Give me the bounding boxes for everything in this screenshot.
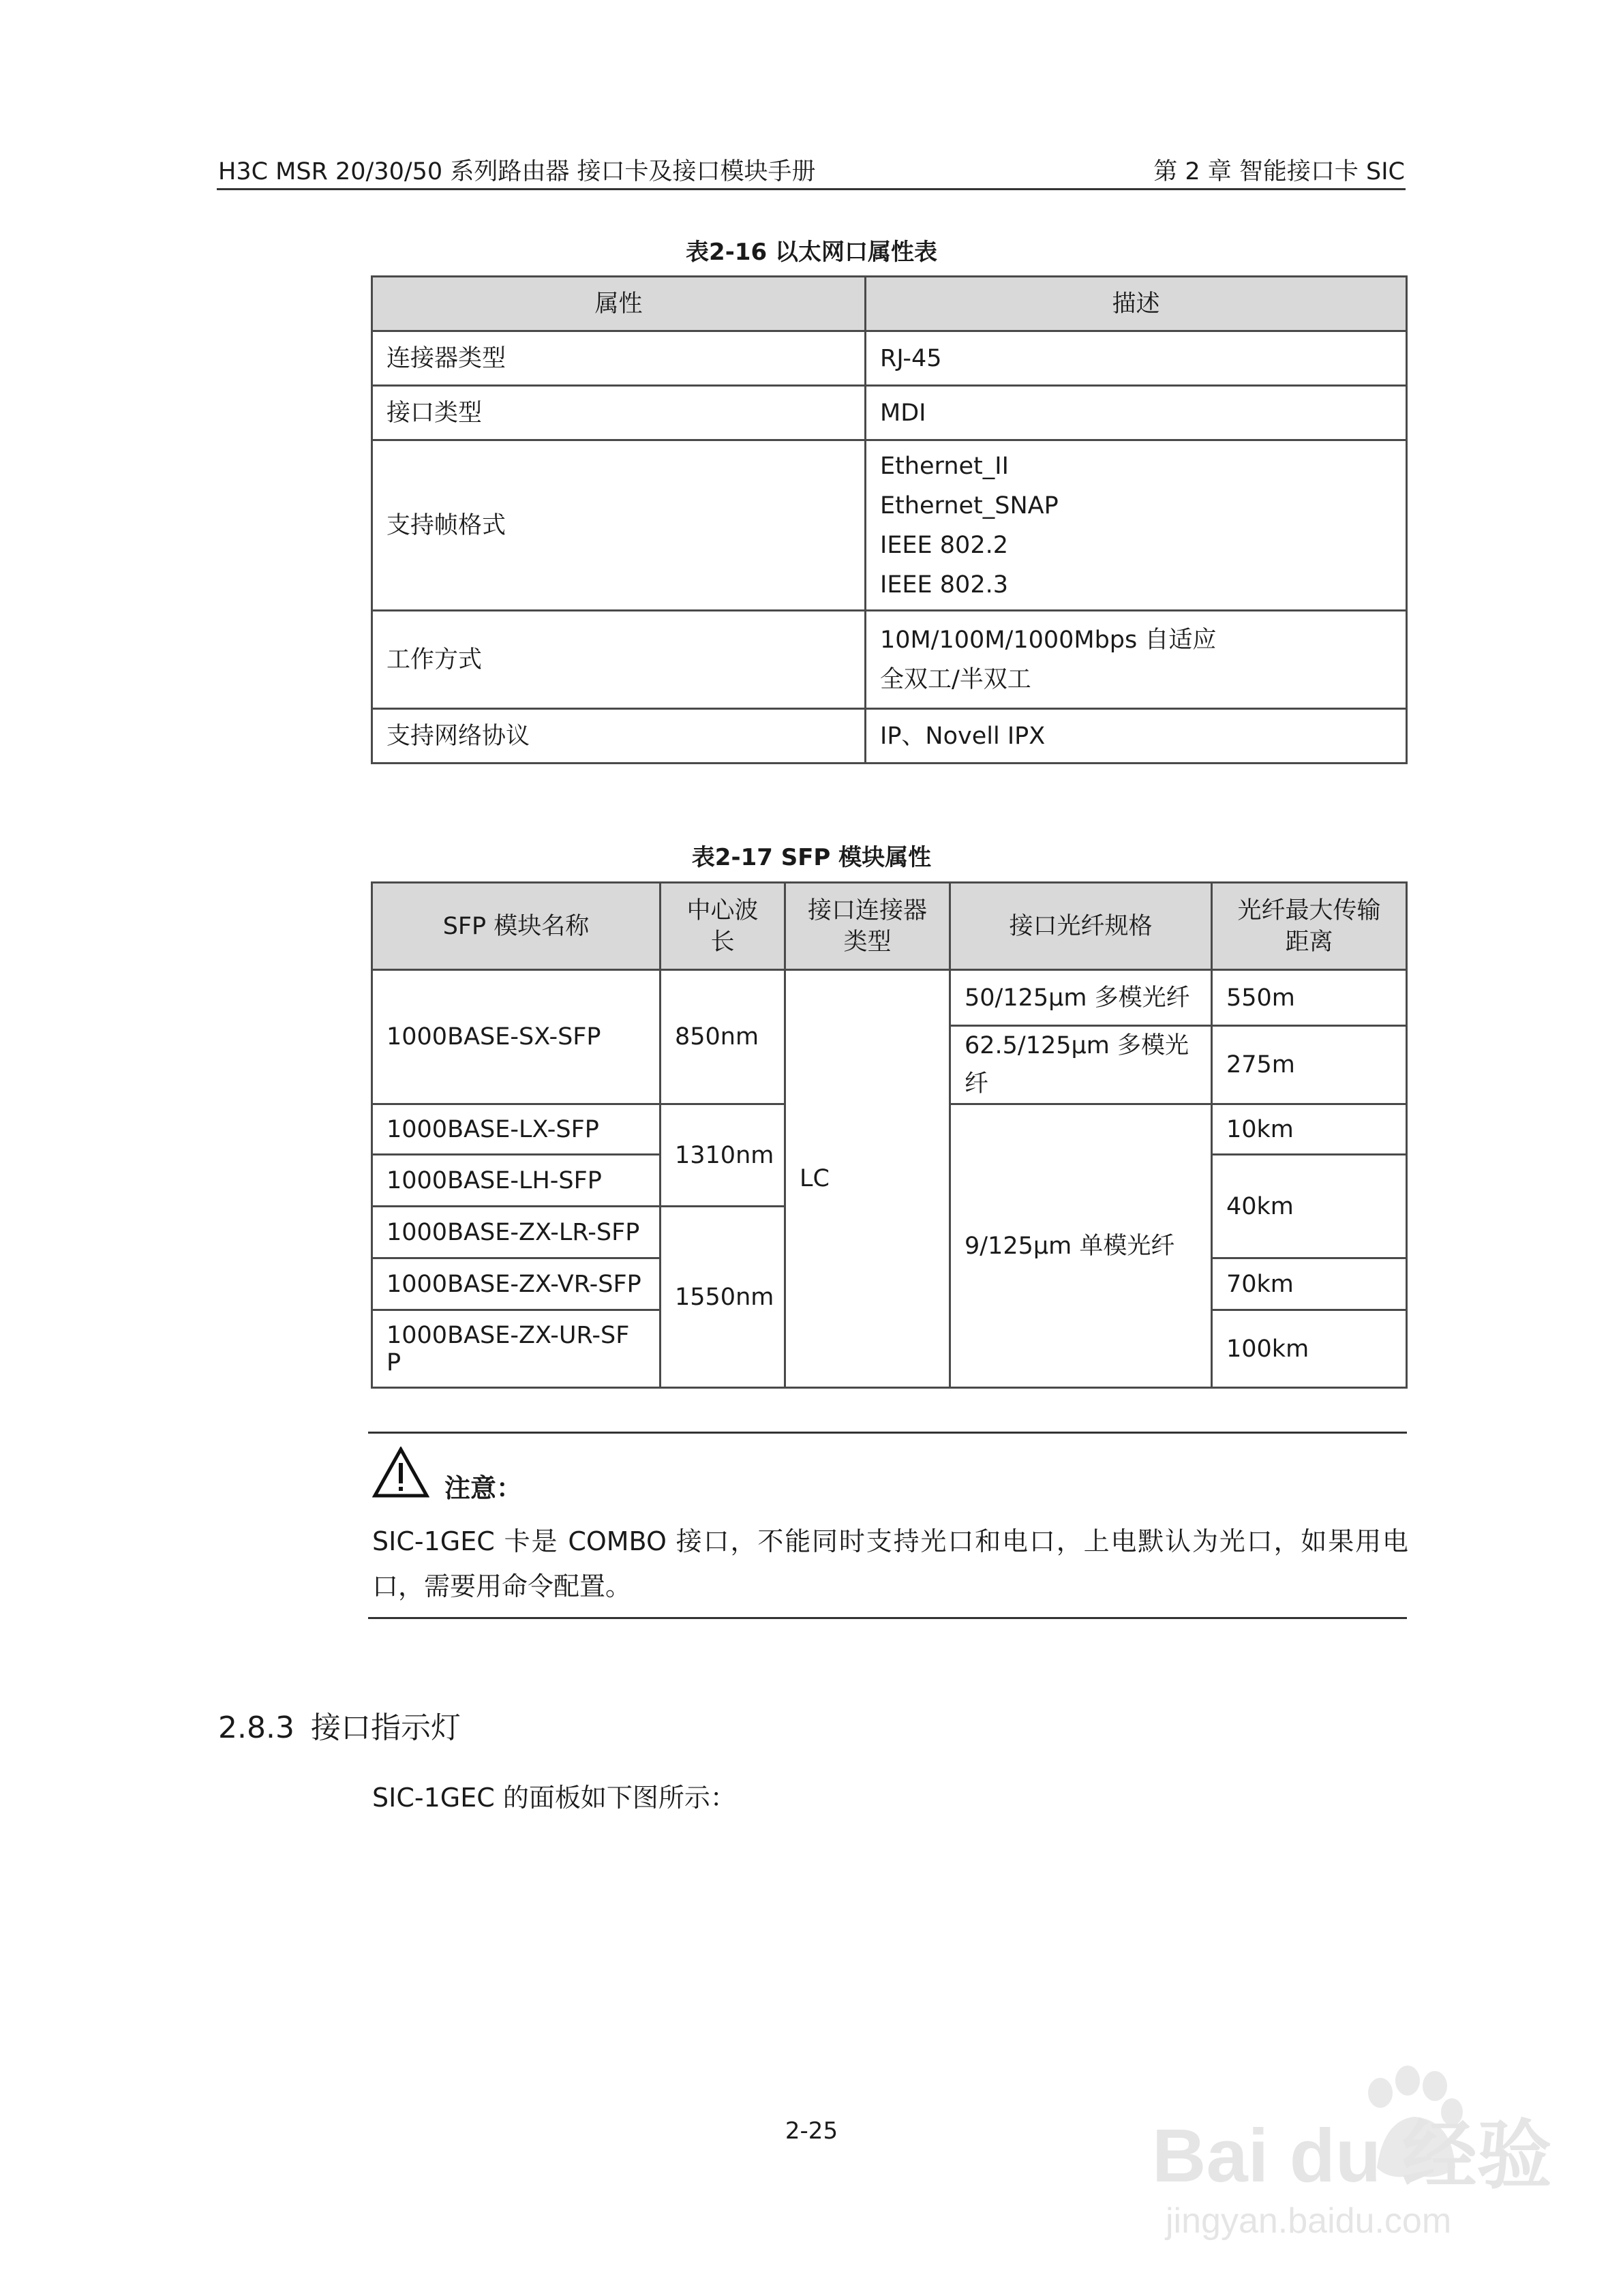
wavelength-cell: 1550nm bbox=[661, 1207, 785, 1388]
attr-cell: 接口类型 bbox=[372, 386, 866, 440]
page-number: 2-25 bbox=[785, 2117, 838, 2145]
note-title: 注意： bbox=[444, 1473, 523, 1503]
module-name-cell: 1000BASE-ZX-LR-SFP bbox=[372, 1207, 661, 1258]
sfp-module-table bbox=[371, 881, 1408, 1389]
table-header-cell: 光纤最大传输 距离 bbox=[1212, 883, 1407, 970]
watermark-url: jingyan.baidu.com bbox=[1166, 2201, 1452, 2241]
table-header-cell: SFP 模块名称 bbox=[372, 883, 661, 970]
table-row bbox=[372, 331, 1407, 386]
distance-cell: 70km bbox=[1212, 1258, 1407, 1310]
watermark-text: Bai du 经验 bbox=[1152, 2114, 1552, 2198]
fiber-cell: 9/125μm 单模光纤 bbox=[950, 1104, 1212, 1388]
ethernet-attributes-table bbox=[371, 275, 1408, 764]
attr-cell: 连接器类型 bbox=[372, 331, 866, 386]
note-body: SIC-1GEC 卡是 COMBO 接口，不能同时支持光口和电口，上电默认为光口，如果用电口，需要用命令配置。 bbox=[372, 1526, 1408, 1601]
header-divider bbox=[217, 188, 1406, 190]
table-row bbox=[372, 440, 1407, 611]
desc-cell: MDI bbox=[866, 386, 1407, 440]
desc-line: IEEE 802.3 bbox=[880, 571, 1008, 599]
desc-cell: IP、Novell IPX bbox=[866, 709, 1407, 764]
wavelength-cell: 850nm bbox=[661, 970, 785, 1104]
attr-cell: 支持网络协议 bbox=[372, 709, 866, 764]
section-heading bbox=[218, 1703, 461, 1747]
table-header-cell: 属性 bbox=[372, 277, 866, 331]
note-bottom-rule bbox=[368, 1617, 1407, 1619]
note-top-rule bbox=[368, 1432, 1407, 1434]
module-name-cell: 1000BASE-ZX-VR-SFP bbox=[372, 1258, 661, 1310]
desc-line: 全双工/半双工 bbox=[880, 665, 1031, 693]
section-number: 2.8.3 bbox=[218, 1710, 294, 1745]
header-chapter: 第 2 章 智能接口卡 SIC bbox=[1153, 158, 1405, 185]
distance-cell: 100km bbox=[1212, 1310, 1407, 1388]
distance-cell: 275m bbox=[1212, 1026, 1407, 1104]
table-header-cell: 描述 bbox=[866, 277, 1407, 331]
fiber-cell: 50/125μm 多模光纤 bbox=[950, 970, 1212, 1026]
header-title: H3C MSR 20/30/50 系列路由器 接口卡及接口模块手册 bbox=[218, 158, 816, 185]
desc-line: Ethernet_SNAP bbox=[880, 492, 1059, 519]
distance-cell: 550m bbox=[1212, 970, 1407, 1026]
desc-cell bbox=[866, 440, 1407, 611]
distance-cell: 40km bbox=[1212, 1155, 1407, 1258]
warning-icon bbox=[372, 1447, 429, 1498]
desc-line: Ethernet_II bbox=[880, 452, 1009, 480]
table17-caption: 表2-17 SFP 模块属性 bbox=[691, 844, 932, 871]
table-row bbox=[372, 386, 1407, 440]
baidu-watermark-logo bbox=[1152, 2045, 1561, 2250]
table-header-cell: 接口光纤规格 bbox=[950, 883, 1212, 970]
desc-cell: RJ-45 bbox=[866, 331, 1407, 386]
desc-line: 10M/100M/1000Mbps 自适应 bbox=[880, 626, 1217, 654]
table-header-cell: 接口连接器 类型 bbox=[785, 883, 950, 970]
module-name-cell: 1000BASE-ZX-UR-SF P bbox=[372, 1310, 661, 1388]
table-row bbox=[372, 709, 1407, 764]
table-row bbox=[372, 970, 1407, 1026]
attr-cell: 工作方式 bbox=[372, 611, 866, 709]
connector-cell: LC bbox=[785, 970, 950, 1388]
module-name-cell: 1000BASE-SX-SFP bbox=[372, 970, 661, 1104]
section-paragraph: SIC-1GEC 的面板如下图所示： bbox=[372, 1783, 736, 1813]
module-name-cell: 1000BASE-LH-SFP bbox=[372, 1155, 661, 1207]
fiber-cell: 62.5/125μm 多模光纤 bbox=[950, 1026, 1212, 1104]
module-name-cell: 1000BASE-LX-SFP bbox=[372, 1104, 661, 1155]
distance-cell: 10km bbox=[1212, 1104, 1407, 1155]
table-header-cell: 中心波 长 bbox=[661, 883, 785, 970]
table16-caption: 表2-16 以太网口属性表 bbox=[686, 239, 937, 266]
desc-cell bbox=[866, 611, 1407, 709]
section-title: 接口指示灯 bbox=[310, 1710, 461, 1745]
wavelength-cell: 1310nm bbox=[661, 1104, 785, 1207]
desc-line: IEEE 802.2 bbox=[880, 531, 1008, 559]
attr-cell: 支持帧格式 bbox=[372, 440, 866, 611]
table-row bbox=[372, 611, 1407, 709]
